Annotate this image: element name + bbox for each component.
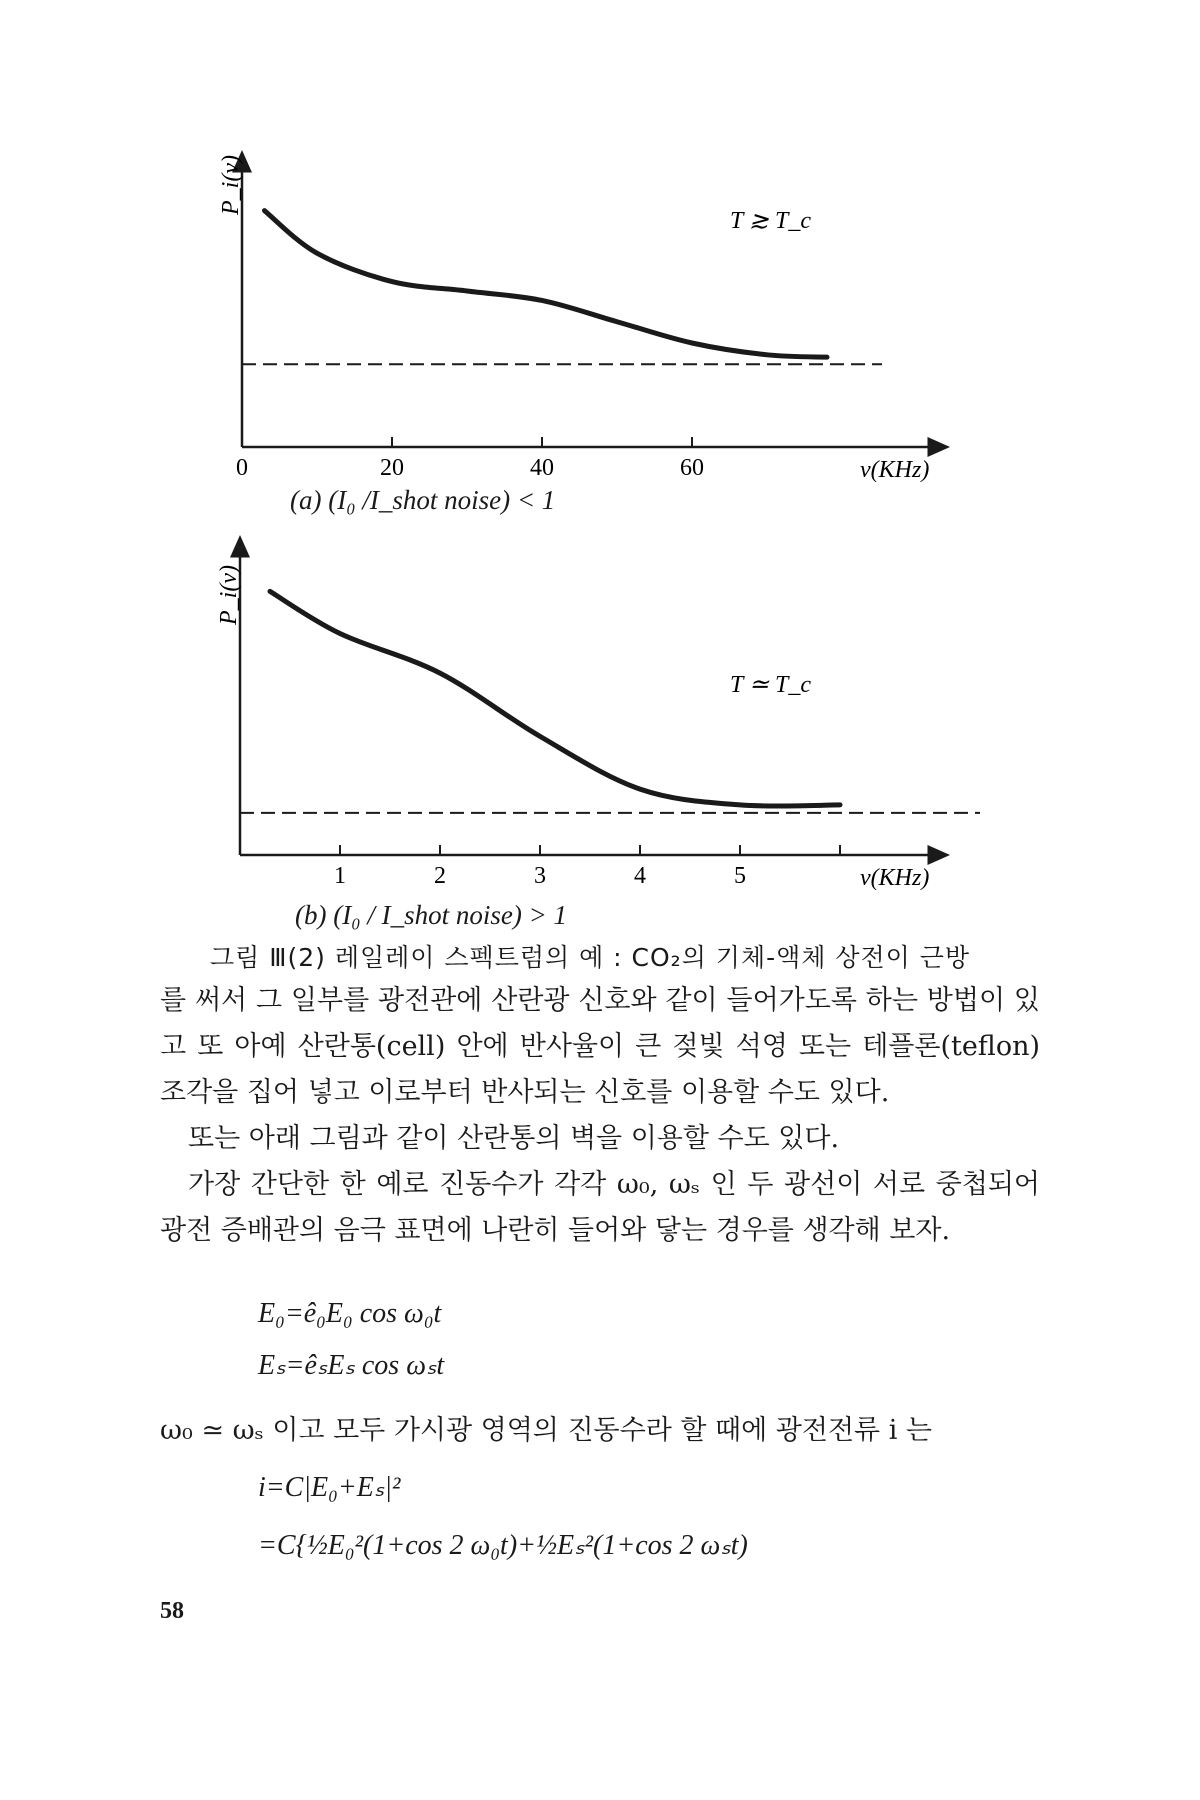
panel-b-xlabel: ν(KHz): [860, 865, 930, 891]
panel-b-tick-label: 4: [634, 863, 646, 889]
panel-b-ticks: [334, 845, 840, 889]
panel-b: [216, 545, 980, 891]
paragraph-1: 를 써서 그 일부를 광전관에 산란광 신호와 같이 들어가도록 하는 방법이 있고 또 아예 산란통(cell) 안에 반사율이 큰 젖빛 석영 또는 테플론(teflon) 조각을 집어 넣고 이로부터 반사되는 신호를 이용할 수도 있다.: [160, 985, 1040, 1108]
panel-a-ylabel: P_i(ν): [218, 155, 244, 215]
panel-b-tick-label: 3: [534, 863, 546, 889]
panel-b-annotation: T ≃ T_c: [730, 672, 812, 698]
paragraph-3: 가장 간단한 한 예로 진동수가 각각 ω₀, ωₛ 인 두 광선이 서로 중첩되어 광전 증배관의 음극 표면에 나란히 들어와 닿는 경우를 생각해 보자.: [160, 1169, 1040, 1246]
panel-b-caption: (b) (I₀ / I_shot noise) > 1: [295, 900, 568, 930]
panel-a-caption: (a) (I₀ /I_shot noise) < 1: [290, 485, 556, 515]
panel-a-ticks: [236, 437, 704, 481]
panel-a-xlabel: ν(KHz): [860, 457, 930, 483]
panel-a-tick-label: 20: [380, 455, 404, 481]
equation-condition: ω₀ ≃ ωₛ 이고 모두 가시광 영역의 진동수라 할 때에 광전전류 i 는: [160, 1415, 933, 1446]
panel-b-curve: [270, 591, 840, 806]
body-text: [160, 978, 1040, 1254]
figure-caption: 그림 Ⅲ(2) 레일레이 스펙트럼의 예 : CO₂의 기체-액체 상전이 근방: [210, 943, 971, 972]
panel-a-tick-label: 40: [530, 455, 554, 481]
equation-expansion: =C{½E₀²(1+cos 2 ω₀t)+½Eₛ²(1+cos 2 ωₛt): [258, 1530, 748, 1561]
panel-b-tick-label: 2: [434, 863, 446, 889]
panel-b-tick-label: 5: [734, 863, 746, 889]
equation-current: i=C|E₀+Eₛ|²: [258, 1472, 401, 1503]
panel-a-tick-label: 0: [236, 455, 248, 481]
paragraph-2: 또는 아래 그림과 같이 산란통의 벽을 이용할 수도 있다.: [188, 1123, 840, 1154]
panel-b-ylabel: P_i(ν): [216, 565, 242, 625]
panel-a: [218, 155, 940, 483]
panel-b-tick-label: 1: [334, 863, 346, 889]
equation-es: Eₛ=êₛEₛ cos ωₛt: [258, 1350, 445, 1381]
panel-a-annotation: T ≳ T_c: [730, 208, 812, 234]
equation-e0: E₀=ê₀E₀ cos ω₀t: [258, 1298, 442, 1329]
panel-a-tick-label: 60: [680, 455, 704, 481]
page-number: 58: [160, 1598, 184, 1624]
